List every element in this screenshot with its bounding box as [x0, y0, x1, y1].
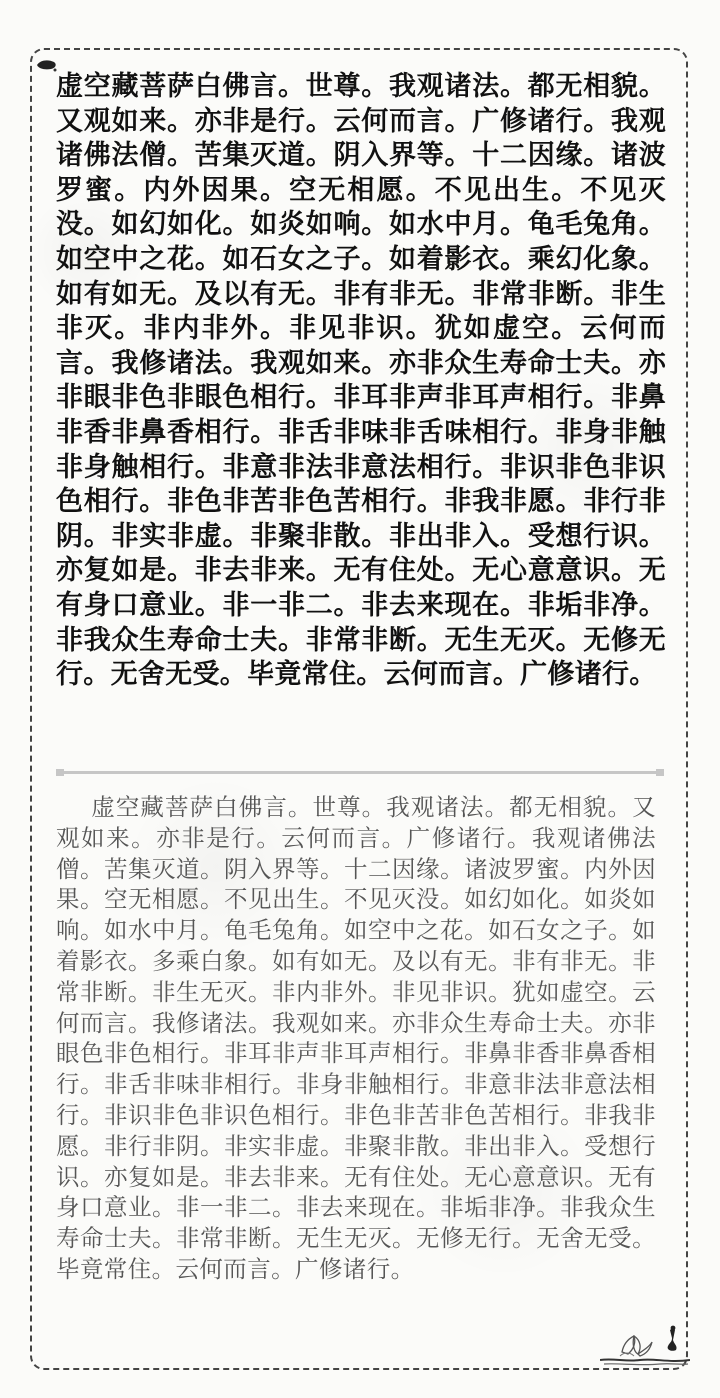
lotus-ink-icon: [600, 1322, 690, 1368]
passage-regular: 虚空藏菩萨白佛言。世尊。我观诸法。都无相貌。又观如来。亦非是行。云何而言。广修诸行。我观诸佛法僧。苦集灭道。阴入界等。十二因缘。诸波罗蜜。内外因果。空无相愿。不见出生。不见灭没。如幻如化。如炎如响。如水中月。龟毛兔角。如空中之花。如石女之子。如着影衣。多乘白象。如有如无。及以有无。非有非无。非常非断。非生无灭。非内非外。非见非识。犹如虚空。云何而言。我修诸法。我观如来。亦非众生寿命士夫。亦非眼色非色相行。非耳非声非耳声相行。非鼻非香非鼻香相行。非舌非味非相行。非身非触相行。非意非法非意法相行。非识非色非识色相行。非色非苦非色苦相行。非我非愿。非行非阴。非实非虚。非聚非散。非出非入。受想行识。亦复如是。非去非来。无有住处。无心意意识。无有身口意业。非一非二。非去来现在。非垢非净。非我众生寿命士夫。非常非断。无生无灭。无修无行。无舍无受。毕竟常住。云何而言。广修诸行。: [56, 793, 656, 1283]
section-divider: [56, 769, 664, 775]
passage-bold: 虚空藏菩萨白佛言。世尊。我观诸法。都无相貌。又观如来。亦非是行。云何而言。广修诸行。我观诸佛法僧。苦集灭道。阴入界等。十二因缘。诸波罗蜜。内外因果。空无相愿。不见出生。不见灭没。如幻如化。如炎如响。如水中月。龟毛兔角。如空中之花。如石女之子。如着影衣。乘幻化象。如有如无。及以有无。非有非无。非常非断。非生非灭。非内非外。非见非识。犹如虚空。云何而言。我修诸法。我观如来。亦非众生寿命士夫。亦非眼非色非眼色相行。非耳非声非耳声相行。非鼻非香非鼻香相行。非舌非味非舌味相行。非身非触非身触相行。非意非法非意法相行。非识非色非识色相行。非色非苦非色苦相行。非我非愿。非行非阴。非实非虚。非聚非散。非出非入。受想行识。亦复如是。非去非来。无有住处。无心意意识。无有身口意业。非一非二。非去来现在。非垢非净。非我众生寿命士夫。非常非断。无生无灭。无修无行。无舍无受。毕竟常住。云何而言。广修诸行。: [56, 71, 666, 691]
